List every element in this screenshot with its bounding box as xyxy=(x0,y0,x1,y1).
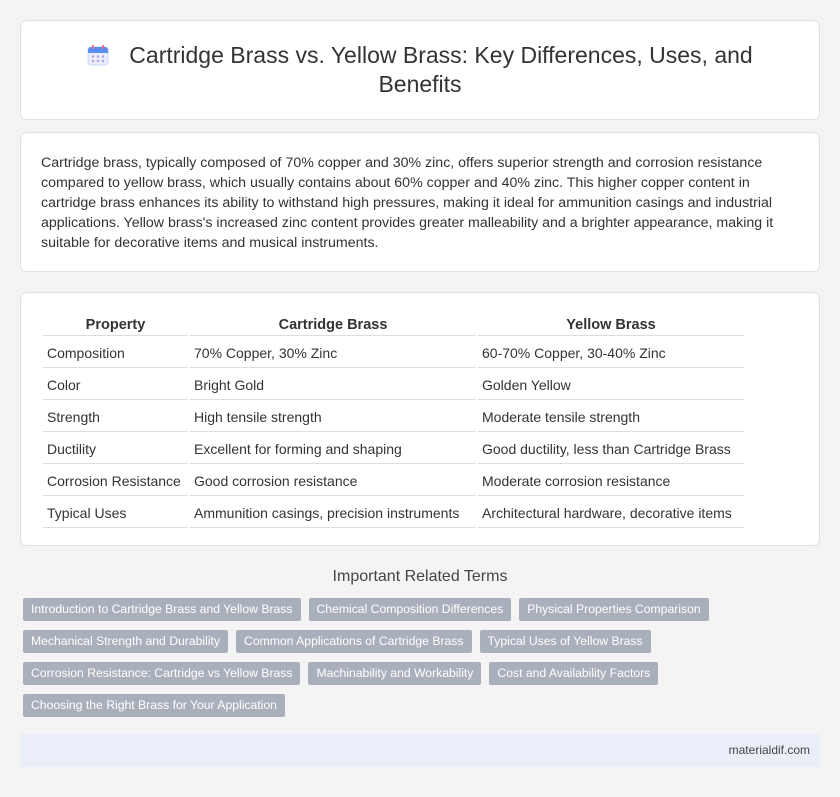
table-header-row xyxy=(43,313,744,336)
related-term-tag[interactable]: Cost and Availability Factors xyxy=(489,662,658,685)
cell-cartridge: High tensile strength xyxy=(190,402,476,432)
related-term-tag[interactable]: Chemical Composition Differences xyxy=(309,598,512,621)
cell-cartridge: Ammunition casings, precision instruments xyxy=(190,498,476,528)
related-term-tag[interactable]: Machinability and Workability xyxy=(308,662,481,685)
comparison-table-card xyxy=(20,292,820,546)
page-title xyxy=(61,41,779,99)
footer xyxy=(20,734,820,767)
intro-paragraph: Cartridge brass, typically composed of 70% copper and 30% zinc, offers superior strength and corrosion resistance compared to yellow brass, which usually contains about 60% copper and 40% zinc. This higher copper content in cartridge brass enhances its ability to withstand high pressures, making it ideal for ammunition casings and industrial applications. Yellow brass's increased zinc content provides greater malleability and a brighter appearance, making it suitable for decorative items and musical instruments. xyxy=(41,155,774,251)
related-term-tag[interactable]: Physical Properties Comparison xyxy=(519,598,708,621)
table-row xyxy=(43,434,744,464)
header-yellow-brass: Yellow Brass xyxy=(478,313,744,336)
related-term-tag[interactable]: Introduction to Cartridge Brass and Yellow Brass xyxy=(23,598,301,621)
cell-property: Strength xyxy=(43,402,188,432)
related-term-tag[interactable]: Mechanical Strength and Durability xyxy=(23,630,228,653)
cell-yellow: Architectural hardware, decorative items xyxy=(478,498,744,528)
title-card xyxy=(20,20,820,120)
intro-card xyxy=(20,132,820,272)
table-row xyxy=(43,466,744,496)
cell-yellow: Golden Yellow xyxy=(478,370,744,400)
cell-yellow: Moderate corrosion resistance xyxy=(478,466,744,496)
cell-cartridge: Good corrosion resistance xyxy=(190,466,476,496)
related-term-tag[interactable]: Choosing the Right Brass for Your Application xyxy=(23,694,285,717)
related-term-tag[interactable]: Corrosion Resistance: Cartridge vs Yellow Brass xyxy=(23,662,300,685)
cell-property: Composition xyxy=(43,338,188,368)
cell-yellow: Good ductility, less than Cartridge Brass xyxy=(478,434,744,464)
cell-cartridge: Bright Gold xyxy=(190,370,476,400)
header-cartridge-brass: Cartridge Brass xyxy=(190,313,476,336)
table-row xyxy=(43,402,744,432)
cell-yellow: 60-70% Copper, 30-40% Zinc xyxy=(478,338,744,368)
cell-yellow: Moderate tensile strength xyxy=(478,402,744,432)
table-row xyxy=(43,338,744,368)
header-property: Property xyxy=(43,313,188,336)
related-terms-list xyxy=(20,598,820,717)
table-row xyxy=(43,370,744,400)
page-title-text: Cartridge Brass vs. Yellow Brass: Key Differences, Uses, and Benefits xyxy=(129,42,753,97)
comparison-table xyxy=(41,311,746,530)
calendar-icon xyxy=(87,44,109,66)
cell-property: Color xyxy=(43,370,188,400)
cell-property: Corrosion Resistance xyxy=(43,466,188,496)
cell-property: Ductility xyxy=(43,434,188,464)
footer-site-link[interactable]: materialdif.com xyxy=(728,743,810,757)
cell-cartridge: Excellent for forming and shaping xyxy=(190,434,476,464)
related-term-tag[interactable]: Common Applications of Cartridge Brass xyxy=(236,630,471,653)
cell-cartridge: 70% Copper, 30% Zinc xyxy=(190,338,476,368)
related-terms-heading: Important Related Terms xyxy=(332,568,508,585)
table-row xyxy=(43,498,744,528)
cell-property: Typical Uses xyxy=(43,498,188,528)
related-term-tag[interactable]: Typical Uses of Yellow Brass xyxy=(480,630,651,653)
